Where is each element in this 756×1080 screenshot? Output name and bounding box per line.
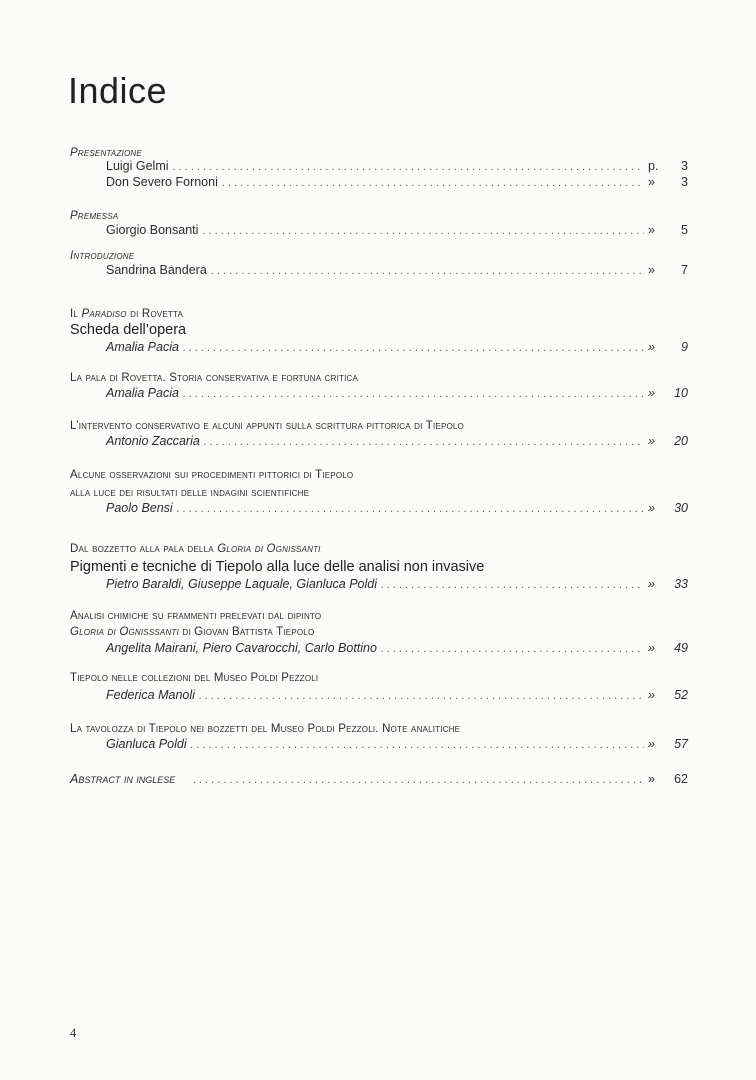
entry-page: 3 — [681, 175, 688, 189]
entry-author: Angelita Mairani, Piero Cavarocchi, Carlo Bottino — [106, 641, 377, 655]
heading-analisi-line1: Analisi chimiche su frammenti prelevati dal dipinto — [70, 610, 322, 622]
entry-mark: » — [648, 688, 655, 702]
heading-alcune-line2: alla luce dei risultati delle indagini scientifiche — [70, 487, 310, 499]
entry-mark: » — [648, 263, 655, 277]
toc-entry[interactable] — [106, 577, 688, 591]
entry-author: Giorgio Bonsanti — [106, 223, 199, 237]
dot-leader — [381, 577, 644, 591]
entry-mark: » — [648, 772, 655, 786]
entry-page: 57 — [674, 737, 688, 751]
entry-mark: » — [648, 501, 655, 515]
heading-pigmenti: Pigmenti e tecniche di Tiepolo alla luce delle analisi non invasive — [70, 559, 485, 575]
entry-mark: » — [648, 386, 655, 400]
entry-page: 33 — [674, 577, 688, 591]
dot-leader — [204, 434, 644, 448]
heading-introduzione: Introduzione — [70, 250, 135, 262]
entry-author: Paolo Bensi — [106, 501, 173, 515]
heading-analisi-part2: di Giovan Battista Tiepolo — [182, 626, 315, 638]
entry-mark: » — [648, 340, 655, 354]
toc-entry[interactable] — [106, 175, 688, 189]
entry-mark: » — [648, 641, 655, 655]
entry-author: Gianluca Poldi — [106, 737, 187, 751]
heading-collezioni: Tiepolo nelle collezioni del Museo Poldi Pezzoli — [70, 672, 319, 684]
dot-leader — [173, 159, 644, 173]
entry-page: 49 — [674, 641, 688, 655]
entry-title: Abstract in inglese — [70, 772, 176, 786]
entry-mark: » — [648, 737, 655, 751]
heading-intervento: L’intervento conservativo e alcuni appunti sulla scrittura pittorica di Tiepolo — [70, 420, 464, 432]
heading-presentazione: Presentazione — [70, 147, 142, 159]
heading-paradiso-part3: di Rovetta — [130, 308, 184, 320]
heading-paradiso-part2: Paradiso — [81, 308, 127, 320]
toc-entry[interactable] — [106, 434, 688, 448]
toc-entry[interactable] — [106, 386, 688, 400]
dot-leader — [191, 737, 644, 751]
toc-entry-abstract[interactable] — [70, 772, 688, 786]
entry-mark: p. — [648, 159, 659, 173]
entry-mark: » — [648, 434, 655, 448]
dot-leader — [183, 386, 644, 400]
entry-page: 9 — [681, 340, 688, 354]
toc-entry[interactable] — [106, 688, 688, 702]
dot-leader — [177, 501, 644, 515]
toc-entry[interactable] — [106, 737, 688, 751]
entry-mark: » — [648, 175, 655, 189]
heading-analisi-line2 — [70, 626, 314, 638]
heading-bozzetto-part1: Dal bozzetto alla pala della — [70, 543, 214, 555]
dot-leader — [222, 175, 644, 189]
entry-page: 10 — [674, 386, 688, 400]
entry-page: 5 — [681, 223, 688, 237]
entry-page: 52 — [674, 688, 688, 702]
dot-leader — [211, 263, 644, 277]
heading-bozzetto — [70, 543, 321, 555]
heading-tavolozza: La tavolozza di Tiepolo nei bozzetti del Museo Poldi Pezzoli. Note analitiche — [70, 723, 461, 735]
dot-leader — [199, 688, 644, 702]
toc-entry[interactable] — [106, 223, 688, 237]
heading-paradiso — [70, 308, 183, 320]
entry-author: Federica Manoli — [106, 688, 195, 702]
heading-premessa: Premessa — [70, 210, 119, 222]
entry-page: 20 — [674, 434, 688, 448]
dot-leader — [381, 641, 644, 655]
entry-author: Amalia Pacia — [106, 340, 179, 354]
entry-page: 30 — [674, 501, 688, 515]
dot-leader — [193, 772, 644, 786]
dot-leader — [183, 340, 644, 354]
toc-entry[interactable] — [106, 340, 688, 354]
toc-entry[interactable] — [106, 641, 688, 655]
heading-paradiso-part1: Il — [70, 308, 79, 320]
entry-author: Pietro Baraldi, Giuseppe Laquale, Gianluca Poldi — [106, 577, 378, 591]
toc-entry[interactable] — [106, 159, 688, 173]
entry-author: Luigi Gelmi — [106, 159, 169, 173]
page-title: Indice — [68, 70, 168, 111]
entry-author: Don Severo Fornoni — [106, 175, 218, 189]
entry-mark: » — [648, 577, 655, 591]
heading-analisi-part1: Gloria di Ognisssanti — [70, 626, 179, 638]
entry-author: Antonio Zaccaria — [106, 434, 200, 448]
toc-entry[interactable] — [106, 501, 688, 515]
entry-mark: » — [648, 223, 655, 237]
entry-author: Amalia Pacia — [106, 386, 179, 400]
page-number: 4 — [70, 1026, 77, 1040]
heading-bozzetto-part2: Gloria di Ognissanti — [217, 543, 321, 555]
heading-alcune-line1: Alcune osservazioni sui procedimenti pittorici di Tiepolo — [70, 469, 354, 481]
heading-scheda: Scheda dell’opera — [70, 322, 187, 338]
heading-pala: La pala di Rovetta. Storia conservativa e fortuna critica — [70, 372, 359, 384]
toc-entry[interactable] — [106, 263, 688, 277]
entry-page: 7 — [681, 263, 688, 277]
entry-page: 3 — [681, 159, 688, 173]
entry-author: Sandrina Bandera — [106, 263, 207, 277]
entry-page: 62 — [674, 772, 688, 786]
dot-leader — [202, 223, 644, 237]
